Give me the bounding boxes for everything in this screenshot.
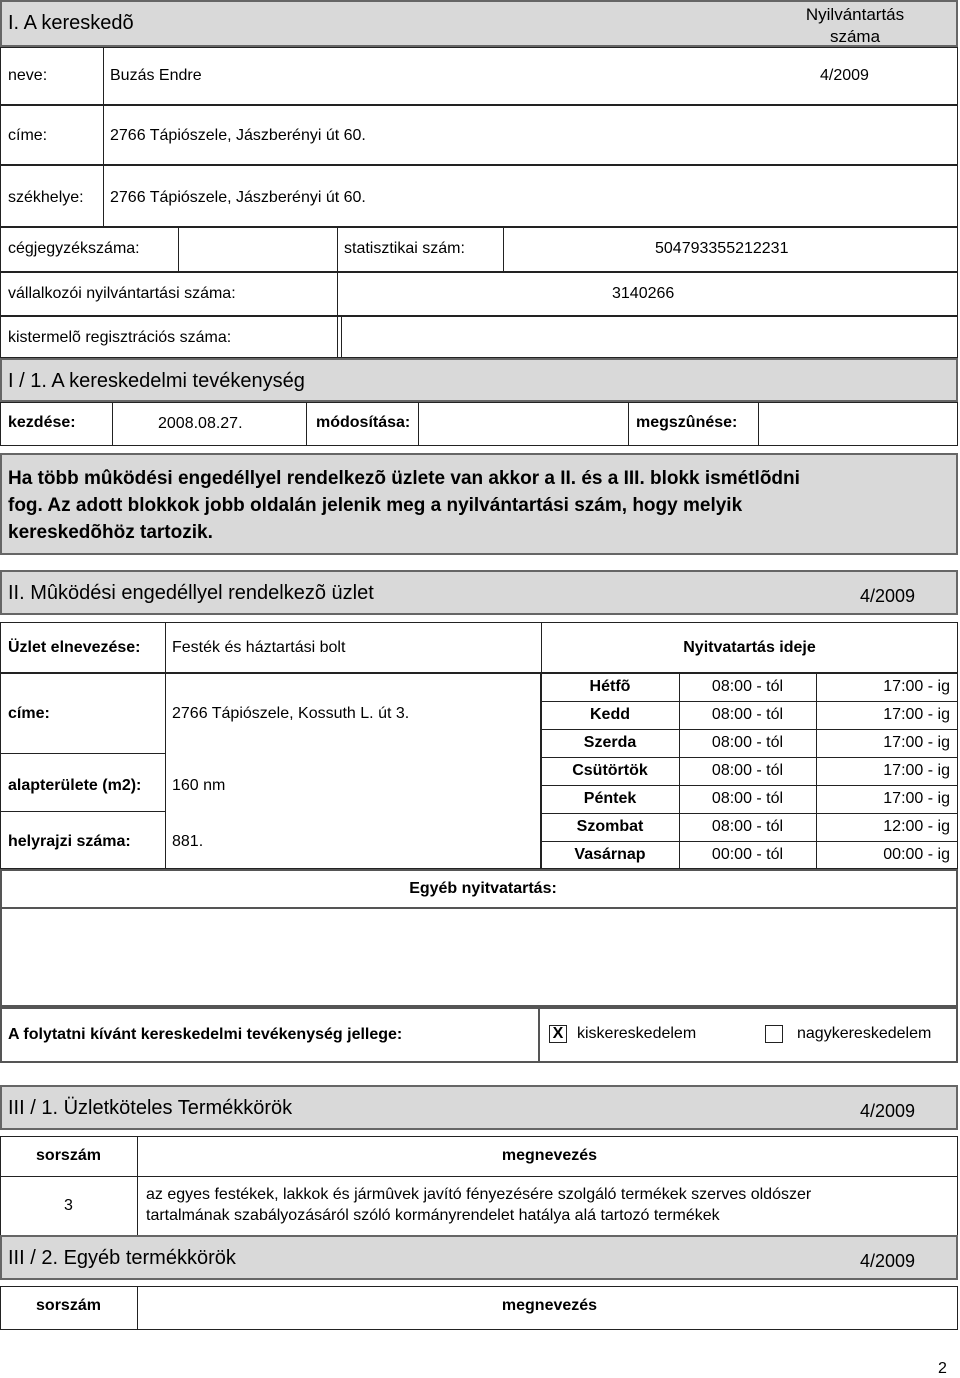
name-label: neve:: [8, 67, 48, 84]
hours-day: Szombat: [576, 818, 644, 835]
trader-heading: I. A kereskedõ: [8, 12, 134, 34]
shop-address-label: címe:: [8, 705, 50, 722]
hours-day: Csütörtök: [572, 762, 648, 779]
shop-regnum: 4/2009: [860, 586, 916, 606]
products1-row-num: 3: [64, 1197, 73, 1214]
activity-heading: I / 1. A kereskedelmi tevékenység: [8, 370, 305, 392]
hours-day: Vasárnap: [574, 846, 646, 863]
wholesale-checkbox[interactable]: [765, 1025, 783, 1043]
products1-col-name: megnevezés: [501, 1147, 598, 1164]
hours-to: 17:00 - ig: [883, 790, 950, 807]
hours-day: Kedd: [590, 706, 630, 723]
mod-label: módosítása:: [316, 414, 411, 431]
activity-row: [0, 402, 958, 446]
address-label: címe:: [8, 127, 48, 144]
products2-col-num: sorszám: [36, 1297, 101, 1314]
entrepreneur-value: 3140266: [612, 285, 675, 302]
entrepreneur-label: vállalkozói nyilvántartási száma:: [8, 285, 236, 302]
regnum-label: Nyilvántartás száma: [805, 5, 905, 46]
products2-heading: III / 2. Egyéb termékkörök: [8, 1247, 236, 1269]
address-value: 2766 Tápiószele, Jászberényi út 60.: [110, 127, 366, 144]
start-label: kezdése:: [8, 414, 76, 431]
nature-label: A folytatni kívánt kereskedelmi tevékenység jellege:: [8, 1026, 403, 1043]
hours-day: Szerda: [583, 734, 637, 751]
hours-day: Péntek: [583, 790, 637, 807]
hours-from: 08:00 - tól: [711, 790, 784, 807]
company-reg-label: cégjegyzékszáma:: [8, 240, 140, 257]
hours-from: 08:00 - tól: [711, 818, 784, 835]
hours-from: 00:00 - tól: [711, 846, 784, 863]
shop-plot-value: 881.: [172, 833, 204, 850]
products1-row-line-2: tartalmának szabályozásáról szóló kormányrendelet hatálya alá tartozó termékek: [146, 1207, 720, 1224]
shop-area-label: alapterülete (m2):: [8, 777, 142, 794]
other-hours-label: Egyéb nyitvatartás:: [409, 880, 557, 897]
products1-col-num: sorszám: [36, 1147, 101, 1164]
shop-address-value: 2766 Tápiószele, Kossuth L. út 3.: [172, 705, 410, 722]
shop-plot-label: helyrajzi száma:: [8, 833, 131, 850]
hours-to: 17:00 - ig: [883, 706, 950, 723]
hours-from: 08:00 - tól: [711, 734, 784, 751]
hours-to: 17:00 - ig: [883, 734, 950, 751]
end-label: megszûnése:: [636, 414, 738, 431]
notice-line-1: Ha több mûködési engedéllyel rendelkezõ üzlete van akkor a II. és a III. blokk ismétlõdni: [8, 468, 800, 489]
hours-from: 08:00 - tól: [711, 762, 784, 779]
hours-from: 08:00 - tól: [711, 678, 784, 695]
hours-to: 12:00 - ig: [883, 818, 950, 835]
products2-regnum: 4/2009: [860, 1251, 916, 1271]
retail-checkbox[interactable]: X: [549, 1025, 567, 1043]
notice-line-2: fog. Az adott blokkok jobb oldalán jelenik meg a nyilvántartási szám, hogy melyik: [8, 495, 743, 516]
seat-label: székhelye:: [8, 189, 84, 206]
shop-name-value: Festék és háztartási bolt: [172, 639, 346, 656]
seat-value: 2766 Tápiószele, Jászberényi út 60.: [110, 189, 366, 206]
hours-from: 08:00 - tól: [711, 706, 784, 723]
stat-label: statisztikai szám:: [344, 240, 465, 257]
shop-name-label: Üzlet elnevezése:: [8, 639, 141, 656]
products1-regnum: 4/2009: [860, 1101, 916, 1121]
hours-day: Hétfõ: [589, 678, 631, 695]
hours-to: 17:00 - ig: [883, 762, 950, 779]
regnum-value: 4/2009: [820, 67, 869, 84]
products2-col-name: megnevezés: [501, 1297, 598, 1314]
name-value: Buzás Endre: [110, 67, 202, 84]
notice-line-3: kereskedõhöz tartozik.: [8, 522, 213, 543]
start-value: 2008.08.27.: [158, 415, 243, 432]
hours-heading: Nyitvatartás ideje: [683, 639, 816, 656]
smallprod-label: kistermelõ regisztrációs száma:: [8, 329, 232, 346]
page-number: 2: [938, 1360, 947, 1377]
shop-heading: II. Mûködési engedéllyel rendelkezõ üzlet: [8, 582, 374, 604]
products1-row-line-1: az egyes festékek, lakkok és jármûvek javító fényezésére szolgáló termékek szerves oldószer: [146, 1186, 812, 1203]
shop-area-value: 160 nm: [172, 777, 226, 794]
stat-value: 504793355212231: [655, 240, 789, 257]
company-stat-row: [0, 227, 958, 272]
products1-heading: III / 1. Üzletköteles Termékkörök: [8, 1097, 293, 1119]
wholesale-label: nagykereskedelem: [797, 1025, 932, 1042]
hours-to: 17:00 - ig: [883, 678, 950, 695]
hours-to: 00:00 - ig: [883, 846, 950, 863]
retail-label: kiskereskedelem: [577, 1025, 697, 1042]
